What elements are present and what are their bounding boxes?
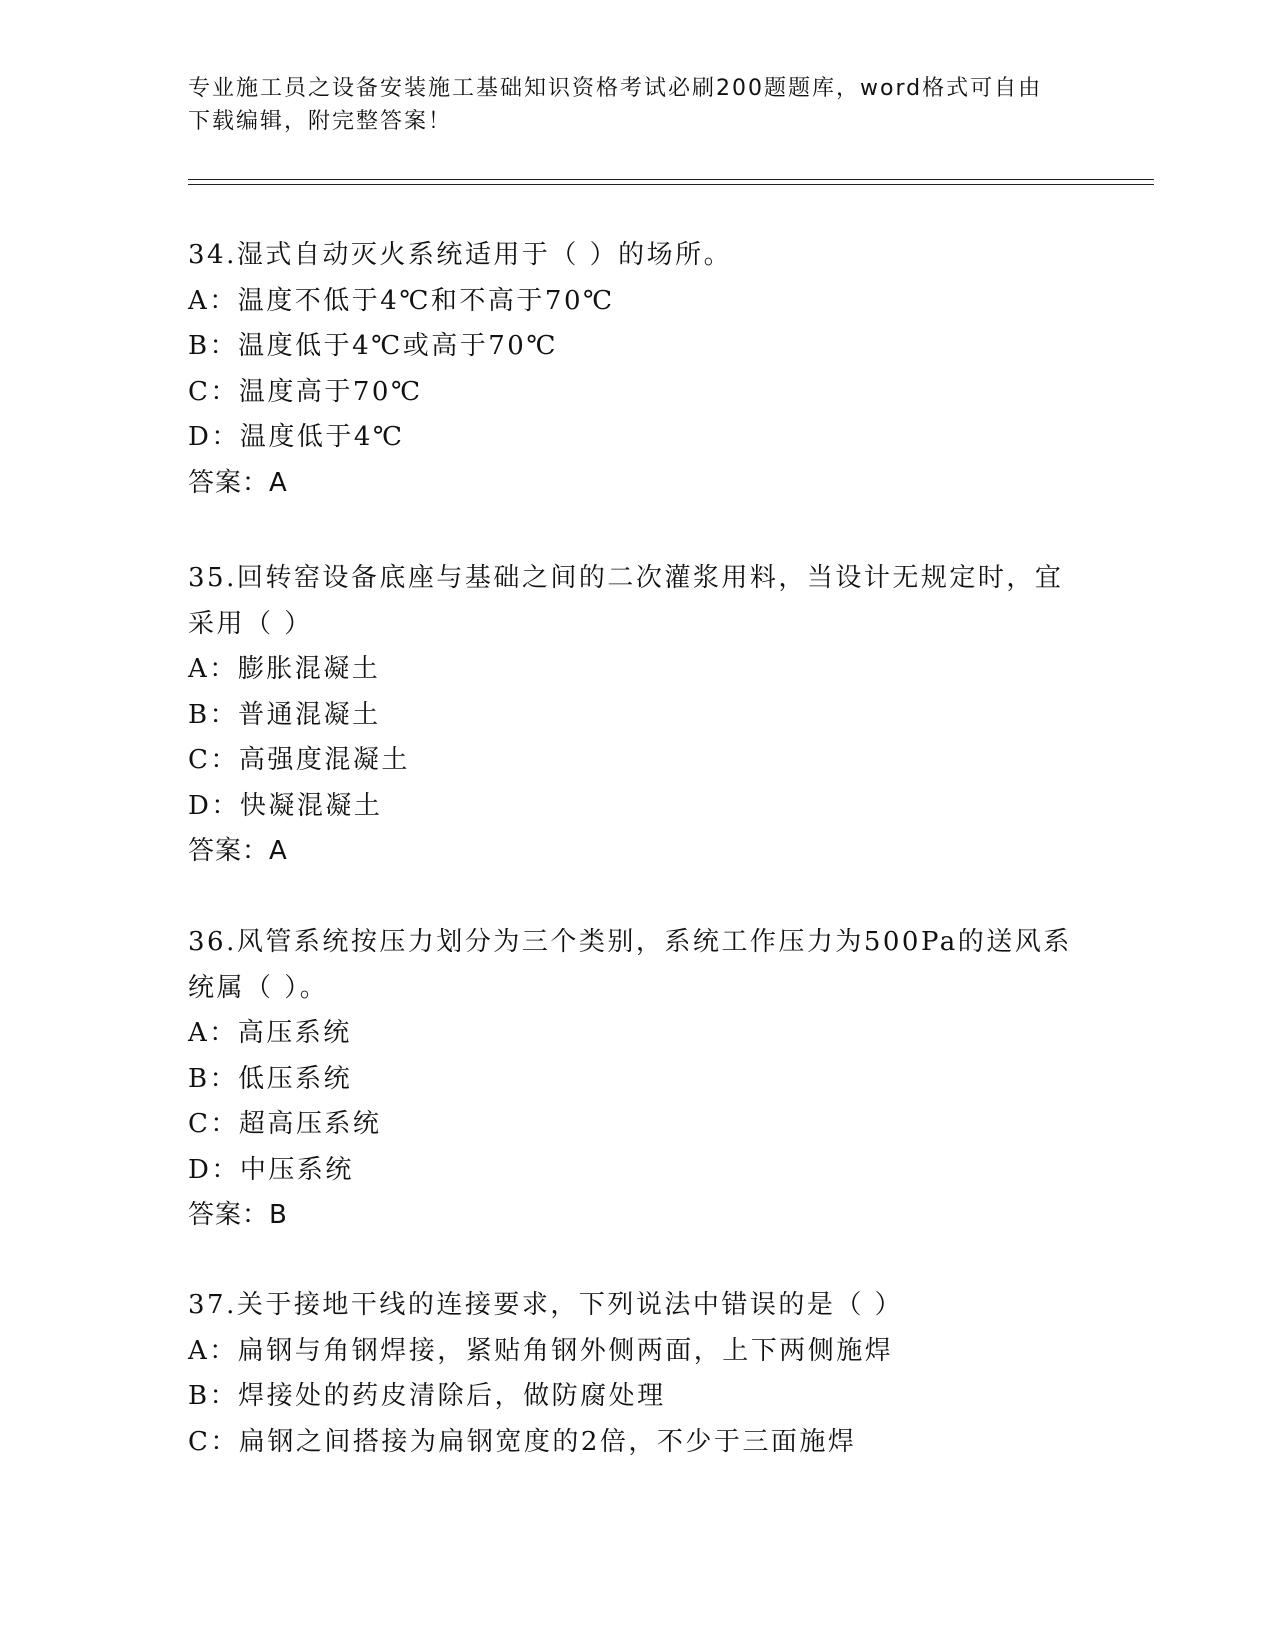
question-stem-continued: 统属（ ）。 [188,972,329,1003]
option-c: C：扁钢之间搭接为扁钢宽度的2倍，不少于三面施焊 [188,1426,857,1457]
answer-text: 答案：A [188,467,288,498]
header-line-1: 专业施工员之设备安装施工基础知识资格考试必刷200题题库，word格式可自由 [188,76,1043,101]
option-a: A：高压系统 [188,1018,352,1048]
question-37 [188,1283,1088,1465]
option-a: A：扁钢与角钢焊接，紧贴角钢外侧两面，上下两侧施焊 [188,1335,894,1366]
answer-text: 答案：B [188,1200,288,1230]
option-c: C：超高压系统 [188,1109,382,1139]
option-a: A：温度不低于4℃和不高于70℃ [188,285,615,316]
question-stem: 35.回转窑设备底座与基础之间的二次灌浆用料，当设计无规定时，宜 [188,563,1064,593]
question-stem-continued: 采用（ ） [188,608,313,639]
answer-text: 答案：A [188,836,288,866]
option-c: C：高强度混凝土 [188,745,410,775]
option-c: C：温度高于70℃ [188,376,423,407]
document-header [188,72,1088,138]
option-d: D：快凝混凝土 [188,790,383,821]
question-36 [188,920,1088,1239]
option-a: A：膨胀混凝土 [188,654,381,684]
question-35 [188,556,1088,875]
question-stem: 36.风管系统按压力划分为三个类别，系统工作压力为500Pa的送风系 [188,927,1072,957]
header-line-2: 下载编辑，附完整答案！ [188,109,453,134]
option-b: B：焊接处的药皮清除后，做防腐处理 [188,1381,666,1411]
option-d: D：中压系统 [188,1154,354,1185]
question-stem: 37.关于接地干线的连接要求，下列说法中错误的是（ ） [188,1290,904,1320]
question-34 [188,233,1088,506]
question-stem: 34.湿式自动灭火系统适用于（ ）的场所。 [188,240,733,270]
option-b: B：温度低于4℃或高于70℃ [188,331,558,361]
header-divider-bottom [188,184,1154,185]
option-b: B：普通混凝土 [188,699,381,730]
option-b: B：低压系统 [188,1063,353,1094]
option-d: D：温度低于4℃ [188,422,405,452]
header-divider-top [188,179,1154,180]
